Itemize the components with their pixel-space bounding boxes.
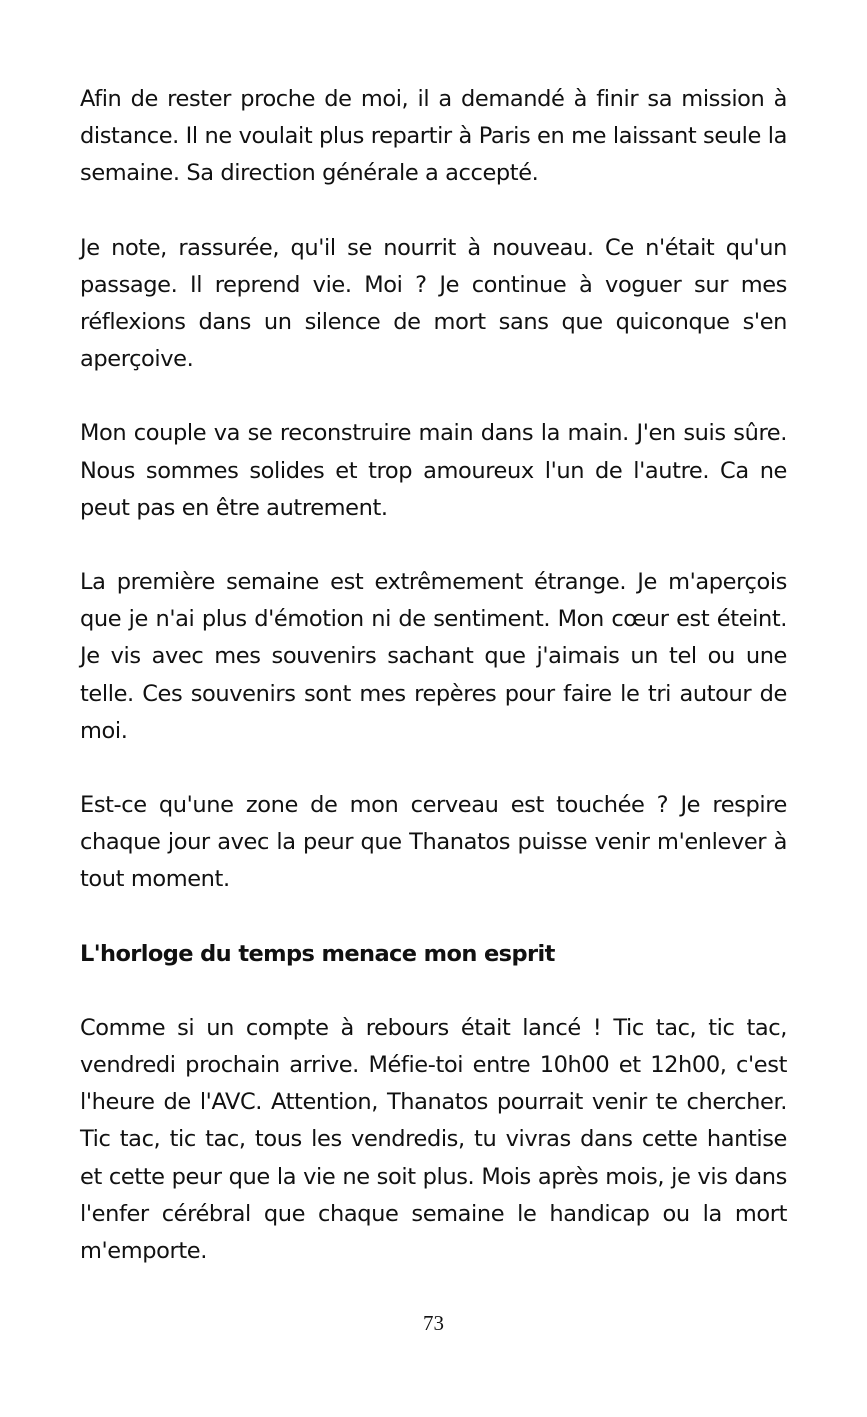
paragraph-4: La première semaine est extrêmement étrange. Je m'aperçois que je n'ai plus d'émotion ni de sentiment. Mon cœur est éteint. Je vis avec mes souvenirs sachant que j'aimais un tel ou une telle. Ces souvenirs sont mes repères pour faire le tri autour de moi. <box>80 569 787 744</box>
section-heading: L'horloge du temps menace mon esprit <box>80 940 555 967</box>
paragraph-1: Afin de rester proche de moi, il a demandé à finir sa mission à distance. Il ne voulait plus repartir à Paris en me laissant seule la semaine. Sa direction générale a accepté. <box>80 86 787 187</box>
paragraph-2: Je note, rassurée, qu'il se nourrit à nouveau. Ce n'était qu'un passage. Il reprend vie. Moi ? Je continue à voguer sur mes réflexions dans un silence de mort sans que quiconque s'en aperçoive. <box>80 234 787 373</box>
paragraph-6: Comme si un compte à rebours était lancé ! Tic tac, tic tac, vendredi prochain arrive. Méfie-toi entre 10h00 et 12h00, c'est l'heure de l'AVC. Attention, Thanatos pourrait venir te chercher. Tic tac, tic tac, tous les vendredis, tu vivras dans cette hantise et cette peur que la vie ne soit plus. Mois après mois, je vis dans l'enfer cérébral que chaque semaine le handicap ou la mort m'emporte. <box>80 1014 787 1265</box>
paragraph-3: Mon couple va se reconstruire main dans la main. J'en suis sûre. Nous sommes solides et trop amoureux l'un de l'autre. Ca ne peut pas en être autrement. <box>80 420 787 521</box>
page-body <box>80 81 787 1307</box>
paragraph-5: Est-ce qu'une zone de mon cerveau est touchée ? Je respire chaque jour avec la peur que Thanatos puisse venir m'enlever à tout moment. <box>80 792 787 893</box>
page-number: 73 <box>423 1311 444 1335</box>
